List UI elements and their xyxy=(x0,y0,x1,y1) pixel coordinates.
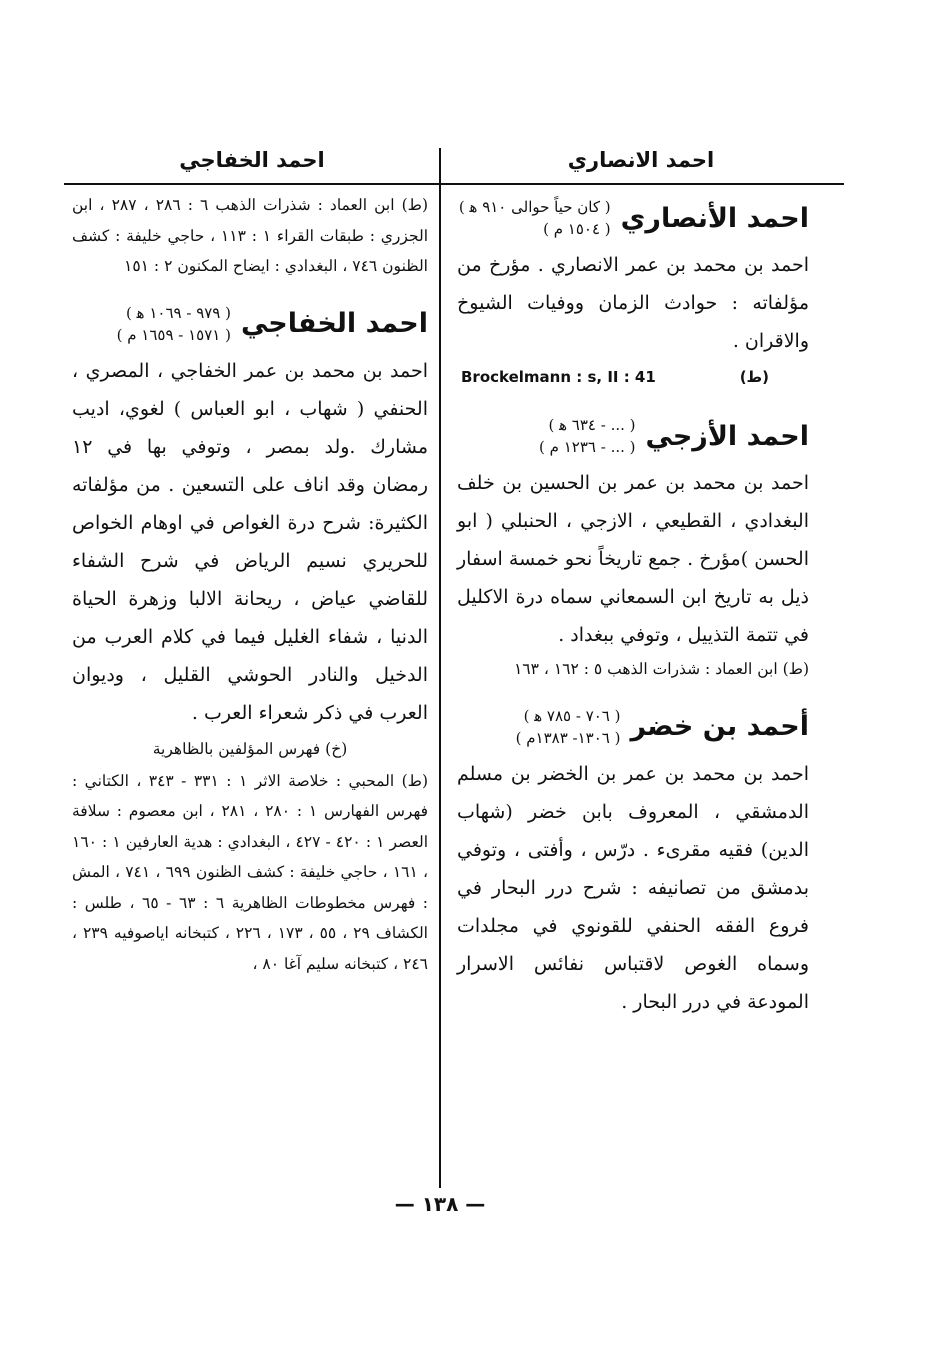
entry-heading-azaji xyxy=(457,414,809,458)
left-column-title: احمد الخفاجي xyxy=(179,148,325,172)
entry-heading-khafaji xyxy=(72,302,428,346)
entry-body: احمد بن محمد بن عمر الانصاري . مؤرخ من مؤلفاته : حوادث الزمان ووفيات الشيوخ والاقران . xyxy=(457,254,809,352)
dates-gregorian: ( ... - ١٢٣٦ م ) xyxy=(539,438,636,456)
entry-name: احمد الأنصاري xyxy=(620,202,809,234)
dates-gregorian: ( ١٣٠٦- ١٣٨٣م ) xyxy=(515,728,621,747)
dates-hijri: ( ... - ٦٣٤ ﻫ ) xyxy=(548,416,636,434)
entry-heading-ibn-khadir xyxy=(457,705,809,749)
entry-name: أحمد بن خضر xyxy=(630,711,809,742)
entry-dates xyxy=(539,414,635,458)
dates-gregorian: ( ١٥٧١ - ١٦٥٩ م ) xyxy=(116,325,231,344)
latin-reference xyxy=(457,360,809,394)
entry-dates xyxy=(459,196,611,240)
continued-reference: (ط) ابن العماد : شذرات الذهب ٦ : ٢٨٦ ، ٢٨٧ ، ابن الجزري : طبقات القراء ١ : ١١٣ ، حاجي خليفة : كشف الظنون ٧٤٦ ، البغدادي : ايضاح المكنون ٢ : ١٥١ xyxy=(72,196,428,275)
right-column-title: احمد الانصاري xyxy=(567,148,715,172)
column-divider xyxy=(439,148,441,1188)
entry-body: احمد بن محمد بن عمر الخفاجي ، المصري ، الحنفي ( شهاب ، ابو العباس ) لغوي، اديب مشارك .ولد بمصر ، وتوفي بها في ١٢ رمضان وقد اناف على التسعين . من مؤلفاته الكثيرة: شرح درة الغواص في اوهام الخواص للحريري نسيم الرياض في شرح الشفاء للقاضي عياض ، ريحانة الالبا وزهرة الحياة الدنيا ، شفاء الغليل فيما في كلام العرب من الدخيل والنادر الحوشي القليل ، وديوان العرب في ذكر شعراء العرب . xyxy=(72,359,428,724)
reference-text: Brockelmann : s, II : 41 xyxy=(461,368,656,386)
entry-name: احمد الخفاجي xyxy=(240,308,428,339)
dates-hijri: ( كان حياً حوالى ٩١٠ ﻫ ) xyxy=(458,198,611,216)
entry-dates xyxy=(117,302,231,346)
left-column xyxy=(72,190,428,979)
header-rule xyxy=(64,183,844,185)
entry-heading-ansari xyxy=(457,196,809,240)
manuscript-note: (خ) فهرس المؤلفين بالظاهرية xyxy=(152,739,348,758)
page-number: — ١٣٨ — xyxy=(394,1192,486,1216)
entry-name: احمد الأزجي xyxy=(645,420,809,452)
entry-reference: (ط) ابن العماد : شذرات الذهب ٥ : ١٦٢ ، ١٦٣ xyxy=(513,660,809,678)
reference-label: (ط) xyxy=(739,368,769,386)
dates-hijri: ( ٩٧٩ - ١٠٦٩ ﻫ ) xyxy=(126,303,231,322)
entry-dates xyxy=(516,705,621,749)
dates-hijri: ( ٧٠٦ - ٧٨٥ ﻫ ) xyxy=(523,706,621,725)
right-column xyxy=(457,190,809,1021)
entry-body: احمد بن محمد بن عمر بن الخضر بن مسلم الدمشقي ، المعروف بابن خضر (شهاب الدين) فقيه مقرىء . درّس ، وأفتى ، وتوفي بدمشق من تصانيفه : شرح درر البحار في فروع الفقه الحنفي للقونوي في مجلدات وسماه الغوص لاقتباس نفائس الاسرار المودعة في درر البحار . xyxy=(457,762,809,1013)
entry-body: احمد بن محمد بن عمر بن الحسين بن خلف البغدادي ، القطيعي ، الازجي ، الحنبلي ( ابو الحسن )مؤرخ . جمع تاريخاً نحو خمسة اسفار ذيل به تاريخ ابن السمعاني سماه درة الاكليل في تتمة التذييل ، وتوفي ببغداد . xyxy=(457,472,809,646)
entry-references: (ط) المحبي : خلاصة الاثر ١ : ٣٣١ - ٣٤٣ ، الكتاني : فهرس الفهارس ١ : ٢٨٠ ، ٢٨١ ، ابن معصوم : سلافة العصر ١ : ٤٢٠ - ٤٢٧ ، البغدادي : هدية العارفين ١ : ١٦٠ ، ١٦١ ، حاجي خليفة : كشف الظنون ٦٩٩ ، ٧٤١ ، المش : فهرس مخطوطات الظاهرية ٦ : ٦٣ - ٦٥ ، طلس : الكشاف ٢٩ ، ٥٥ ، ١٧٣ ، ٢٢٦ ، كتبخانه اياصوفيه ٢٣٩ ، ٢٤٦ ، كتبخانه سليم آغا ٨٠ ، xyxy=(72,771,429,973)
dates-gregorian: ( ١٥٠٤ م ) xyxy=(543,220,611,238)
